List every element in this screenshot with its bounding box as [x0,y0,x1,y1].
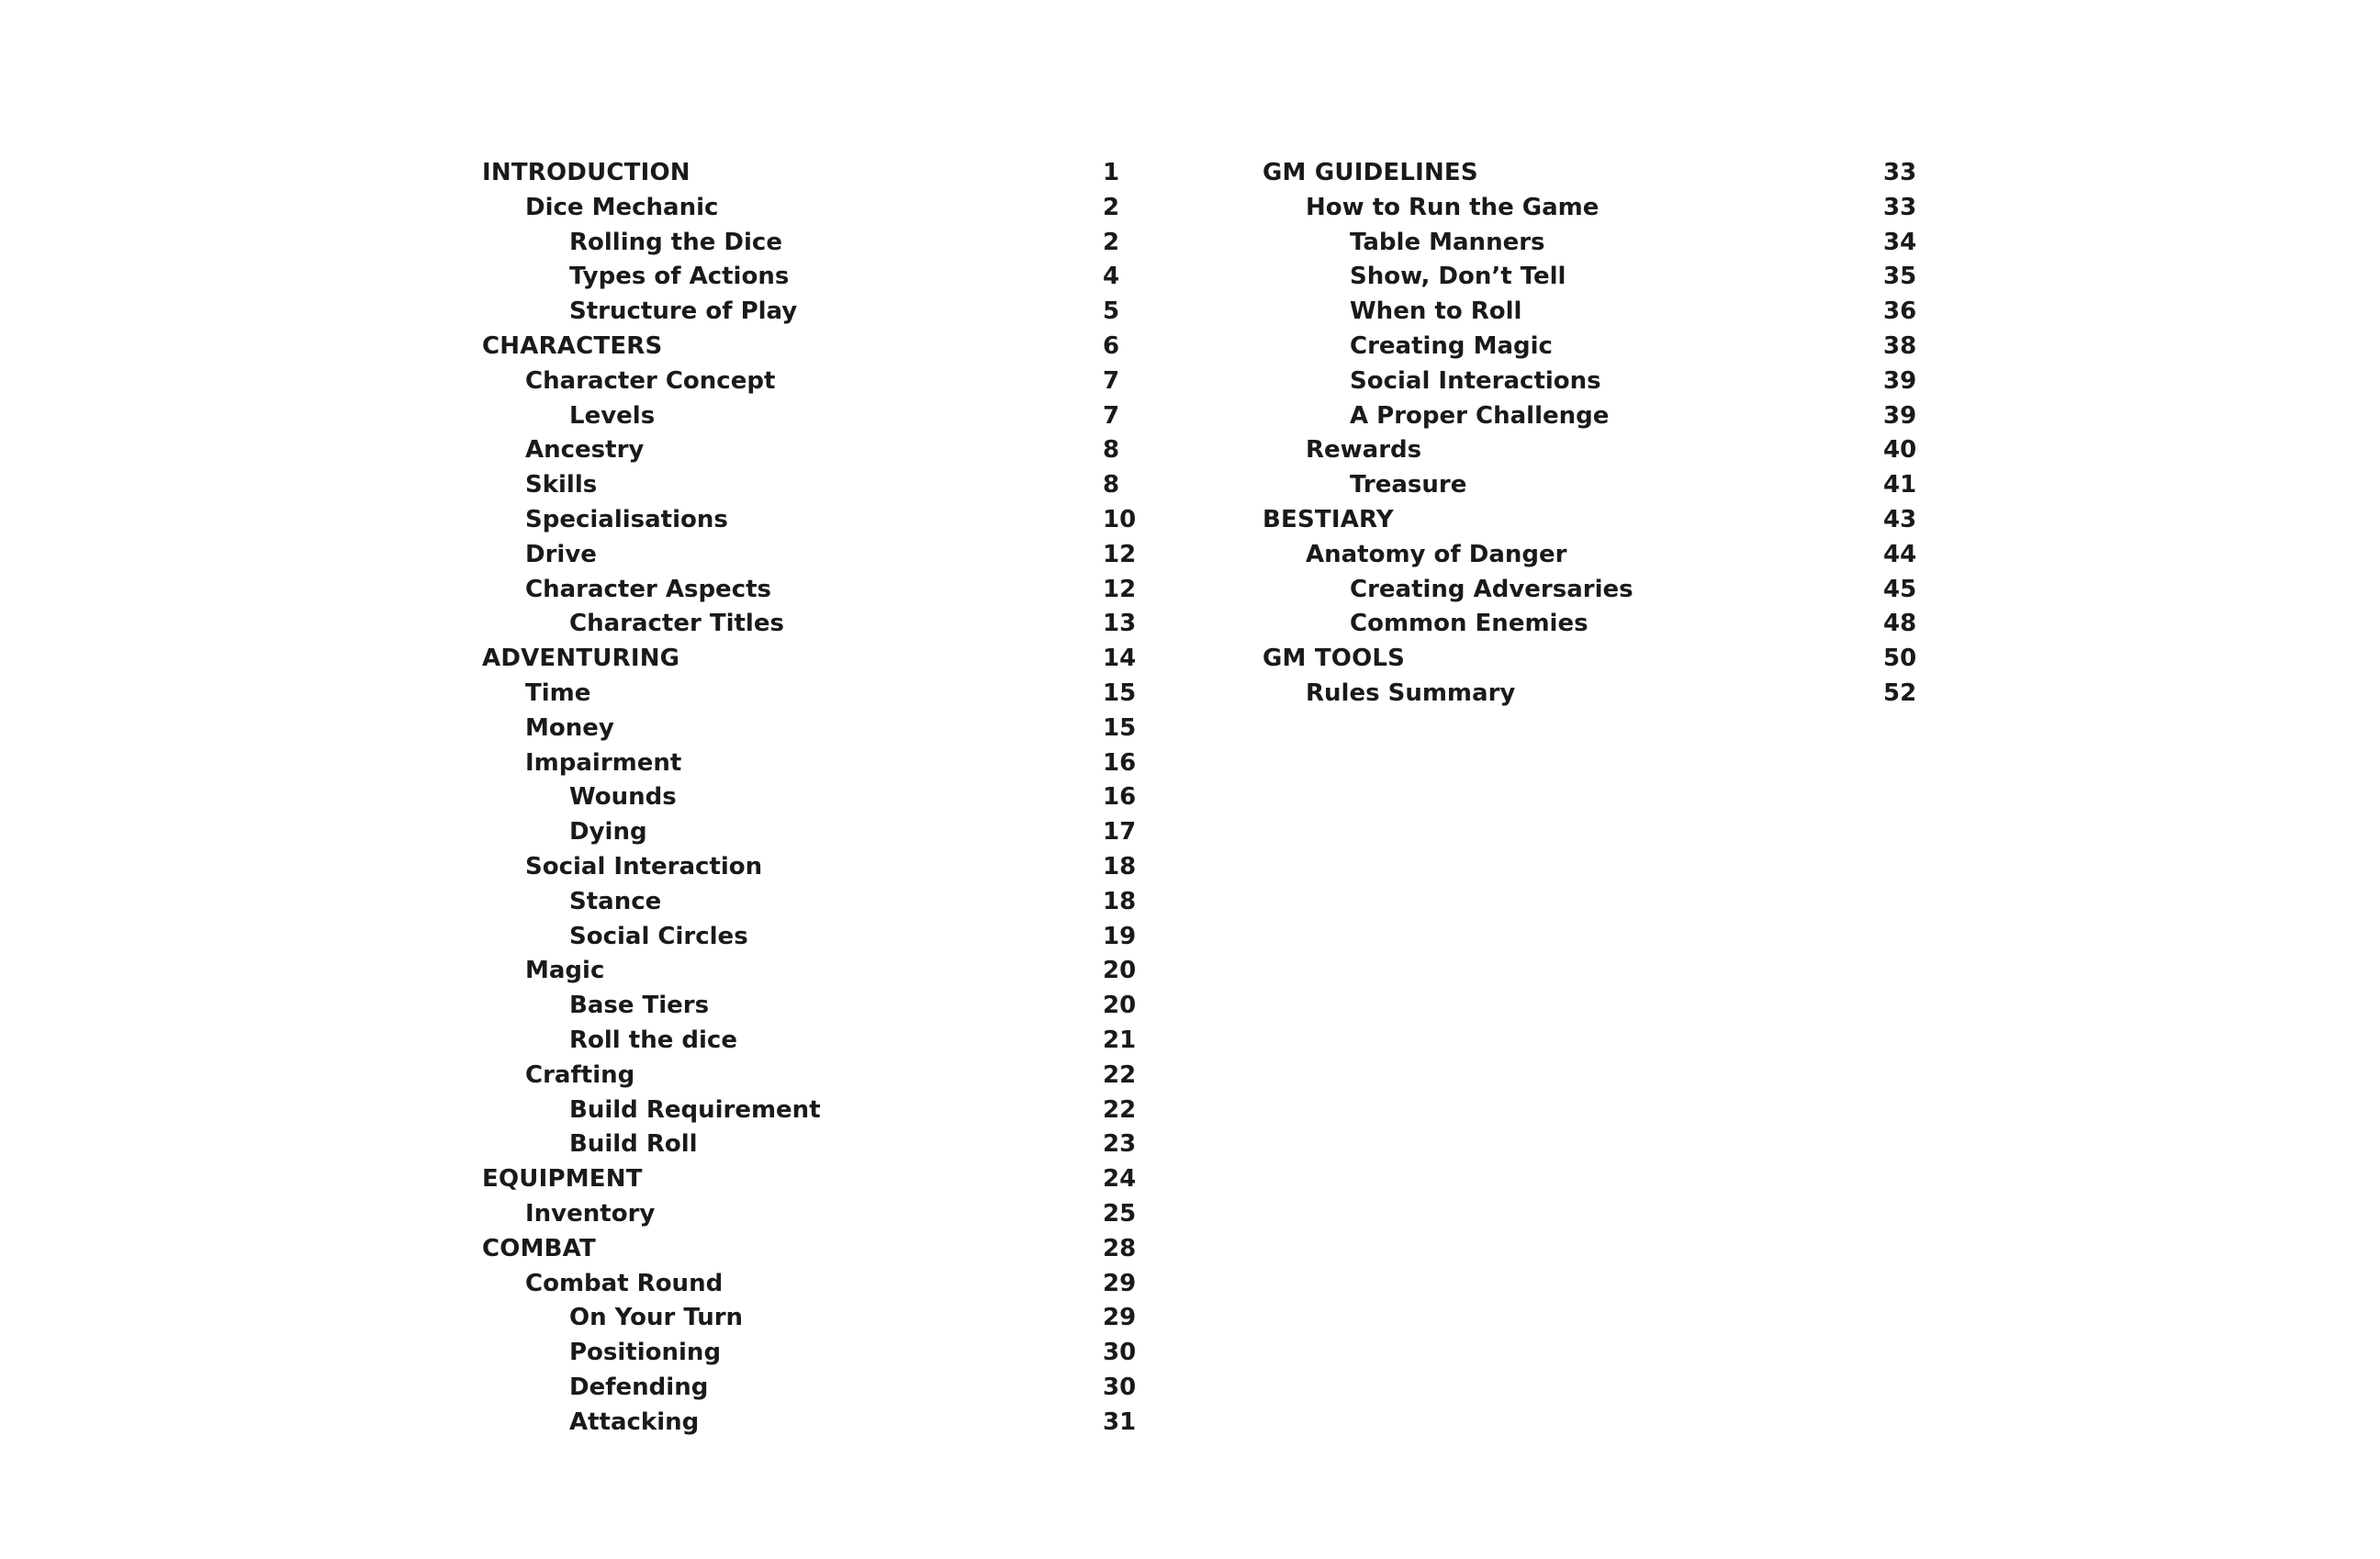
toc-entry-page-number: 14 [1103,645,1137,673]
toc-entry-page-number: 33 [1883,193,1917,221]
toc-entry[interactable] [482,780,1145,815]
toc-entry[interactable] [1263,260,1925,295]
toc-entry-page-number: 24 [1103,1165,1137,1194]
toc-entry-title: Inventory [525,1199,656,1228]
toc-entry-page-number: 12 [1103,575,1137,603]
toc-entry[interactable] [482,1024,1145,1059]
toc-entry-page-number: 22 [1103,1095,1137,1124]
toc-entry[interactable] [1263,191,1925,226]
toc-entry-title: INTRODUCTION [482,159,690,186]
toc-entry[interactable] [482,399,1145,434]
toc-entry-title: Base Tiers [569,992,710,1020]
toc-entry[interactable] [482,885,1145,920]
toc-entry[interactable] [1263,365,1925,399]
toc-entry-title: Roll the dice [569,1026,737,1054]
toc-entry[interactable] [482,503,1145,538]
toc-columns [0,156,2380,1440]
toc-entry[interactable] [482,260,1145,295]
toc-entry-page-number: 1 [1103,159,1120,186]
toc-entry-page-number: 21 [1103,1026,1137,1054]
toc-entry[interactable] [1263,330,1925,365]
toc-entry-page-number: 34 [1883,228,1917,256]
toc-entry-title: How to Run the Game [1306,193,1600,221]
toc-entry-page-number: 38 [1883,331,1917,360]
toc-entry-title: Character Aspects [525,575,772,603]
toc-entry-title: Anatomy of Danger [1306,540,1567,568]
toc-entry-page-number: 16 [1103,783,1137,812]
toc-entry[interactable] [1263,538,1925,573]
toc-entry-title: Creating Magic [1350,331,1553,360]
toc-entry[interactable] [482,1371,1145,1406]
toc-entry-title: GM GUIDELINES [1263,159,1478,186]
toc-entry[interactable] [482,850,1145,885]
toc-entry-page-number: 18 [1103,852,1137,880]
toc-entry[interactable] [482,538,1145,573]
toc-entry[interactable] [482,746,1145,781]
toc-entry-page-number: 2 [1103,193,1120,221]
toc-entry[interactable] [482,433,1145,468]
toc-entry-title: Specialisations [525,505,728,533]
toc-entry[interactable] [482,607,1145,642]
toc-entry-page-number: 6 [1103,331,1120,360]
toc-entry-page-number: 41 [1883,471,1917,499]
toc-entry-title: Combat Round [525,1269,724,1297]
toc-entry[interactable] [482,642,1145,677]
toc-entry-page-number: 2 [1103,228,1120,256]
toc-entry-title: Show, Don’t Tell [1350,263,1566,291]
toc-entry[interactable] [482,1406,1145,1441]
toc-entry-title: Creating Adversaries [1350,575,1633,603]
toc-entry[interactable] [482,365,1145,399]
toc-entry-title: Stance [569,887,662,915]
toc-entry[interactable] [482,573,1145,608]
toc-entry[interactable] [482,1267,1145,1302]
toc-entry-page-number: 45 [1883,575,1917,603]
toc-entry-title: A Proper Challenge [1350,401,1610,430]
toc-entry-page-number: 20 [1103,957,1137,985]
toc-entry[interactable] [1263,156,1925,191]
toc-entry-title: Build Requirement [569,1095,821,1124]
toc-entry-page-number: 18 [1103,887,1137,915]
toc-entry-title: Impairment [525,748,682,777]
toc-entry-title: Common Enemies [1350,610,1589,638]
toc-entry-page-number: 12 [1103,540,1137,568]
toc-entry-page-number: 19 [1103,922,1137,950]
toc-entry-title: Rewards [1306,436,1422,465]
toc-entry-page-number: 4 [1103,263,1120,291]
toc-entry-page-number: 36 [1883,297,1917,326]
toc-entry[interactable] [482,468,1145,503]
toc-entry[interactable] [482,295,1145,330]
toc-entry-title: On Your Turn [569,1304,744,1332]
toc-entry-page-number: 48 [1883,610,1917,638]
toc-entry[interactable] [1263,573,1925,608]
toc-entry-title: Positioning [569,1339,722,1367]
toc-entry[interactable] [482,989,1145,1024]
toc-entry-title: EQUIPMENT [482,1165,643,1194]
toc-entry[interactable] [1263,468,1925,503]
toc-entry[interactable] [1263,607,1925,642]
toc-entry-title: Money [525,713,614,742]
toc-entry-title: Build Roll [569,1130,698,1159]
toc-entry-title: CHARACTERS [482,331,663,360]
toc-entry-page-number: 15 [1103,713,1137,742]
toc-entry[interactable] [1263,226,1925,261]
toc-entry[interactable] [1263,433,1925,468]
toc-entry[interactable] [482,1232,1145,1267]
toc-entry-title: Social Interactions [1350,366,1601,395]
toc-entry-title: Magic [525,957,605,985]
toc-entry-title: When to Roll [1350,297,1522,326]
toc-entry-page-number: 5 [1103,297,1120,326]
toc-entry-page-number: 44 [1883,540,1917,568]
toc-entry-title: Ancestry [525,436,645,465]
toc-entry-page-number: 35 [1883,263,1917,291]
toc-entry[interactable] [482,1162,1145,1197]
toc-entry-page-number: 8 [1103,471,1120,499]
toc-entry[interactable] [482,1336,1145,1371]
toc-entry-title: Crafting [525,1060,635,1089]
toc-entry-title: Skills [525,471,598,499]
toc-entry-page-number: 20 [1103,992,1137,1020]
toc-entry-page-number: 29 [1103,1269,1137,1297]
toc-entry-title: Wounds [569,783,677,812]
toc-entry-page-number: 50 [1883,645,1917,673]
toc-entry-title: COMBAT [482,1234,596,1262]
toc-entry-title: Drive [525,540,597,568]
toc-entry[interactable] [482,954,1145,989]
toc-entry-title: Character Titles [569,610,784,638]
toc-entry[interactable] [1263,399,1925,434]
toc-entry-page-number: 8 [1103,436,1120,465]
toc-entry[interactable] [482,191,1145,226]
toc-entry-title: Treasure [1350,471,1467,499]
toc-entry-title: Social Circles [569,922,748,950]
toc-entry-page-number: 43 [1883,505,1917,533]
toc-entry-page-number: 40 [1883,436,1917,465]
toc-entry[interactable] [482,712,1145,746]
toc-entry[interactable] [482,1197,1145,1232]
toc-entry[interactable] [482,1059,1145,1094]
toc-entry-title: ADVENTURING [482,645,680,673]
toc-entry-title: Dying [569,818,647,847]
toc-entry[interactable] [482,1301,1145,1336]
toc-entry-page-number: 15 [1103,679,1137,707]
toc-entry-title: Levels [569,401,656,430]
toc-entry-page-number: 29 [1103,1304,1137,1332]
toc-entry[interactable] [482,677,1145,712]
toc-entry[interactable] [482,920,1145,955]
toc-entry-page-number: 28 [1103,1234,1137,1262]
toc-entry[interactable] [1263,503,1925,538]
toc-entry-page-number: 13 [1103,610,1137,638]
toc-entry-page-number: 23 [1103,1130,1137,1159]
toc-entry[interactable] [1263,677,1925,712]
toc-column-right [1263,156,1925,712]
toc-entry[interactable] [482,815,1145,850]
toc-entry-title: Social Interaction [525,852,763,880]
toc-entry-page-number: 52 [1883,679,1917,707]
toc-entry-title: Dice Mechanic [525,193,719,221]
toc-entry-page-number: 7 [1103,366,1120,395]
toc-entry-title: Character Concept [525,366,776,395]
toc-entry-page-number: 17 [1103,818,1137,847]
toc-entry-title: Defending [569,1373,709,1401]
toc-entry-page-number: 25 [1103,1199,1137,1228]
toc-column-left [482,156,1145,1440]
toc-entry-page-number: 39 [1883,366,1917,395]
toc-entry-title: Structure of Play [569,297,798,326]
toc-entry[interactable] [1263,295,1925,330]
toc-entry[interactable] [482,226,1145,261]
toc-entry[interactable] [482,156,1145,191]
toc-entry-page-number: 7 [1103,401,1120,430]
toc-entry-page-number: 22 [1103,1060,1137,1089]
toc-entry-title: Rules Summary [1306,679,1516,707]
toc-entry-page-number: 31 [1103,1408,1137,1436]
toc-entry[interactable] [1263,642,1925,677]
toc-entry[interactable] [482,1127,1145,1162]
toc-entry-title: Attacking [569,1408,700,1436]
toc-entry-page-number: 30 [1103,1339,1137,1367]
toc-entry-title: Time [525,679,591,707]
toc-entry[interactable] [482,1094,1145,1128]
toc-entry-page-number: 33 [1883,159,1917,186]
toc-entry-page-number: 39 [1883,401,1917,430]
toc-entry-page-number: 10 [1103,505,1137,533]
toc-entry-page-number: 30 [1103,1373,1137,1401]
toc-entry-title: BESTIARY [1263,505,1394,533]
toc-entry[interactable] [482,330,1145,365]
toc-entry-title: Types of Actions [569,263,790,291]
toc-entry-title: GM TOOLS [1263,645,1406,673]
toc-entry-title: Table Manners [1350,228,1545,256]
toc-entry-title: Rolling the Dice [569,228,782,256]
toc-entry-page-number: 16 [1103,748,1137,777]
